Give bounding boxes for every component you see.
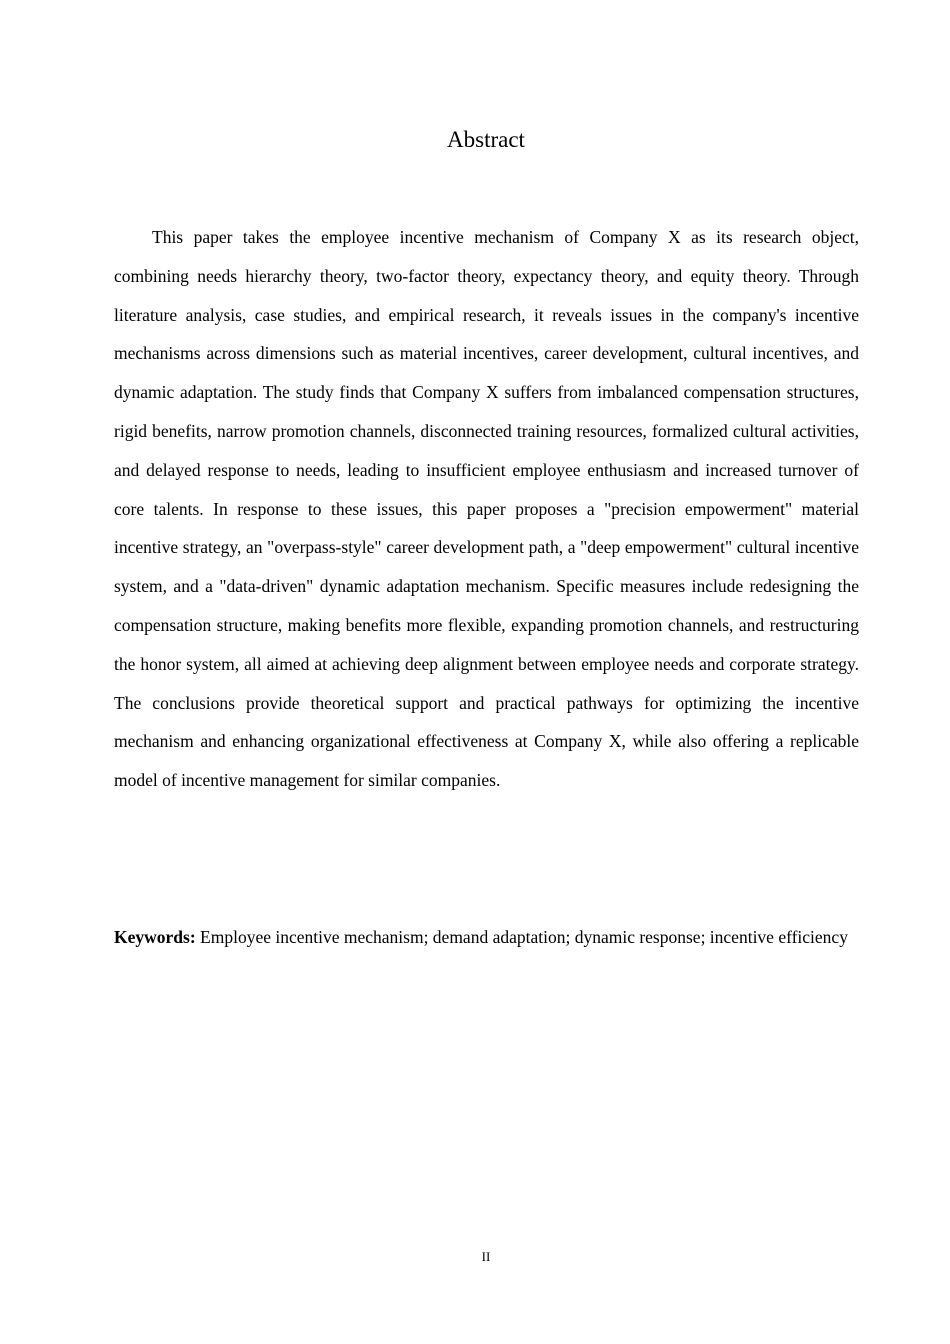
keywords-paragraph <box>114 920 859 956</box>
keywords-label: Keywords: <box>114 927 196 947</box>
page-number: II <box>481 1249 491 1264</box>
abstract-body: This paper takes the employee incentive mechanism of Company X as its research object, combining needs hierarchy theory, two-factor theory, expectancy theory, and equity theory. Through literature analysis, case studies, and empirical research, it reveals issues in the company's incentive mechanisms across dimensions such as material incentives, career development, cultural incentives, and dynamic adaptation. The study finds that Company X suffers from imbalanced compensation structures, rigid benefits, narrow promotion channels, disconnected training resources, formalized cultural activities, and delayed response to needs, leading to insufficient employee enthusiasm and increased turnover of core talents. In response to these issues, this paper proposes a "precision empowerment" material incentive strategy, an "overpass-style" career development path, a "deep empowerment" cultural incentive system, and a "data-driven" dynamic adaptation mechanism. Specific measures include redesigning the compensation structure, making benefits more flexible, expanding promotion channels, and restructuring the honor system, all aimed at achieving deep alignment between employee needs and corporate strategy. The conclusions provide theoretical support and practical pathways for optimizing the incentive mechanism and enhancing organizational effectiveness at Company X, while also offering a replicable model of incentive management for similar companies. <box>114 227 859 791</box>
keywords-text: Employee incentive mechanism; demand adaptation; dynamic response; incentive efficiency <box>200 927 848 947</box>
abstract-title: Abstract <box>447 127 525 152</box>
